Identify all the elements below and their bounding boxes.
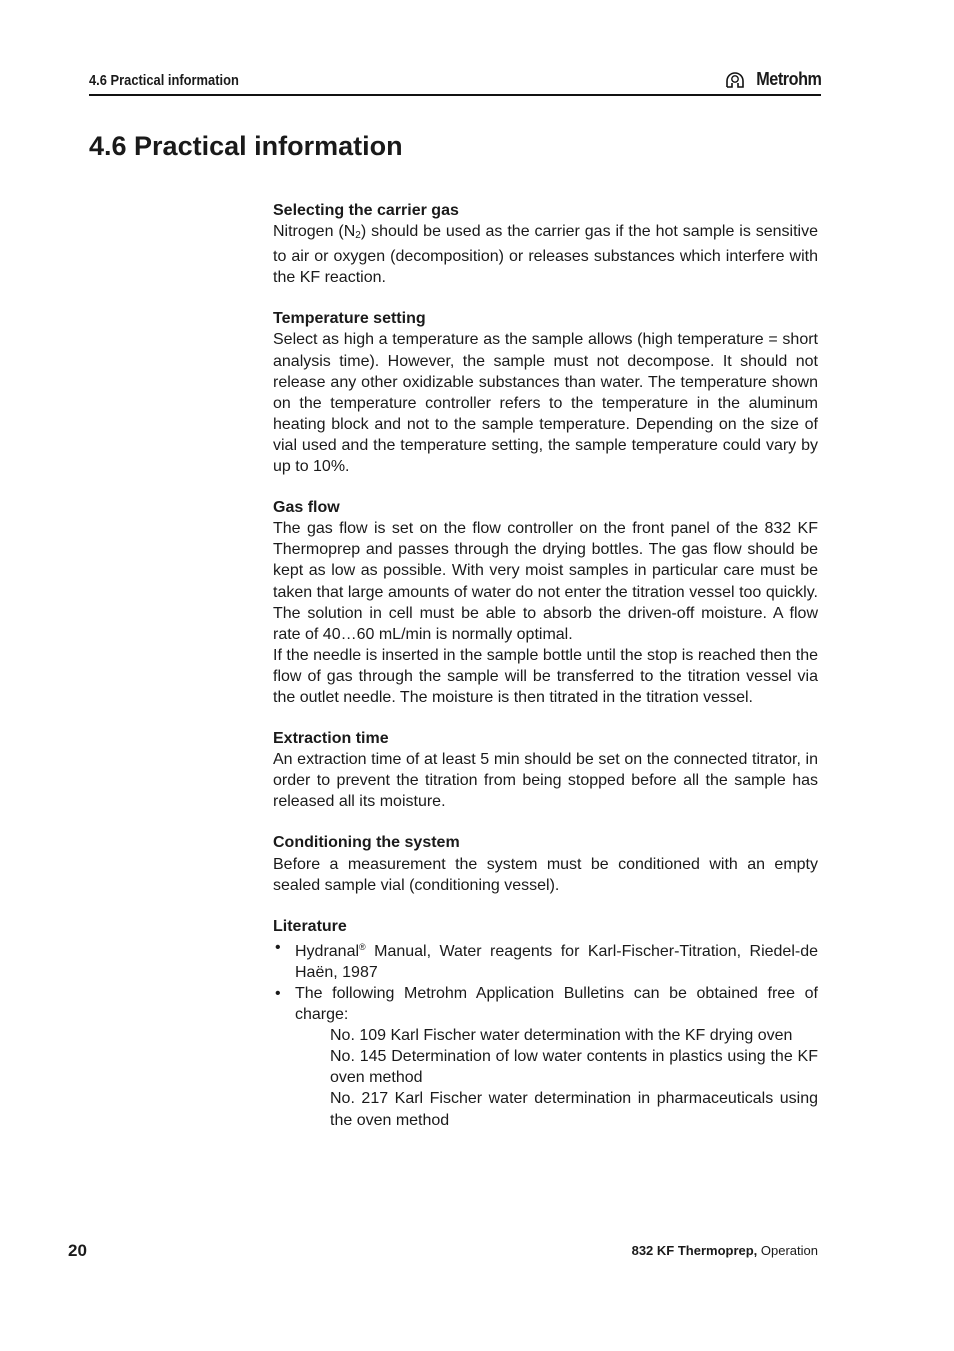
page-header — [89, 68, 821, 96]
section-gas-flow — [273, 497, 818, 708]
section-text: The gas flow is set on the flow controller on the front panel of the 832 KF Thermoprep and passes through the drying bottles. The gas flow should be kept as low as possible. With very moist samples in particular care must be taken that large amounts of water do not enter the titration vessel too quickly. The solution in cell must be able to absorb the driven-off moisture. A flow rate of 40…60 mL/min is normally optimal. — [273, 520, 818, 643]
bulletin-item: No. 109 Karl Fischer water determination with the KF drying oven — [330, 1027, 793, 1045]
section-text: If the needle is inserted in the sample bottle until the stop is reached then the flow of gas through the sample will be transferred to the titration vessel via the outlet needle. The moisture is then titrated in the titration vessel. — [273, 646, 818, 706]
section-heading: Temperature setting — [273, 310, 426, 328]
section-text: Before a measurement the system must be conditioned with an empty sealed sample vial (conditioning vessel). — [273, 855, 818, 894]
page-number: 20 — [68, 1241, 87, 1260]
footer-document-title: 832 KF Thermoprep, Operation — [631, 1243, 818, 1258]
bullet: • — [275, 938, 281, 956]
list-item: • The following Metrohm Application Bulletins can be obtained free of charge: — [275, 985, 818, 1024]
header-section-title: 4.6 Practical information — [89, 72, 239, 89]
section-extraction — [273, 728, 818, 812]
logo-text: Metrohm — [755, 68, 821, 89]
section-heading: Extraction time — [273, 730, 389, 748]
bulletin-item: No. 217 Karl Fischer water determination in pharmaceuticals using the oven method — [330, 1090, 818, 1129]
section-literature — [273, 916, 818, 1131]
section-heading: Selecting the carrier gas — [273, 202, 459, 219]
registered-mark: ® — [359, 941, 366, 952]
bulletin-item: No. 145 Determination of low water contents in plastics using the KF oven method — [330, 1048, 818, 1087]
bullet: • — [275, 985, 281, 1002]
list-item: • Hydranal® Manual, Water reagents for Karl-Fischer-Titration, Riedel-de Haën, 1987 — [275, 938, 818, 981]
main-content — [273, 200, 818, 1151]
metrohm-logo — [724, 68, 822, 90]
section-text: Select as high a temperature as the sample allows (high temperature = short analysis time). However, the sample must not decompose. It should not release any other oxidizable substances than water. The temperature shown on the temperature controller refers to the temperature in the aluminum heating block and not to the sample temperature. Depending on the size of vial used and the temperature setting, the sample temperature could vary by up to 10%. — [273, 331, 818, 476]
section-text: Nitrogen $(N_2)$ should be used as the carrier gas if the hot sample is sensitive to air or oxygen (decomposition) or releases substances which interfere with the KF reaction. — [273, 223, 818, 287]
subscript: 2 — [355, 230, 361, 242]
section-carrier-gas — [273, 200, 818, 288]
page-title: 4.6 Practical information — [89, 131, 403, 161]
section-conditioning — [273, 832, 818, 895]
section-heading: Gas flow — [273, 499, 340, 517]
literature-list — [273, 937, 818, 1025]
section-temperature — [273, 308, 818, 477]
section-text: An extraction time of at least 5 min should be set on the connected titrator, in order to prevent the titration from being stopped before all the sample has released all its moisture. — [273, 751, 818, 811]
section-heading: Literature — [273, 917, 347, 935]
section-heading: Conditioning the system — [273, 834, 460, 852]
bulletin-list — [273, 1025, 818, 1130]
metrohm-logo-icon — [724, 69, 746, 89]
